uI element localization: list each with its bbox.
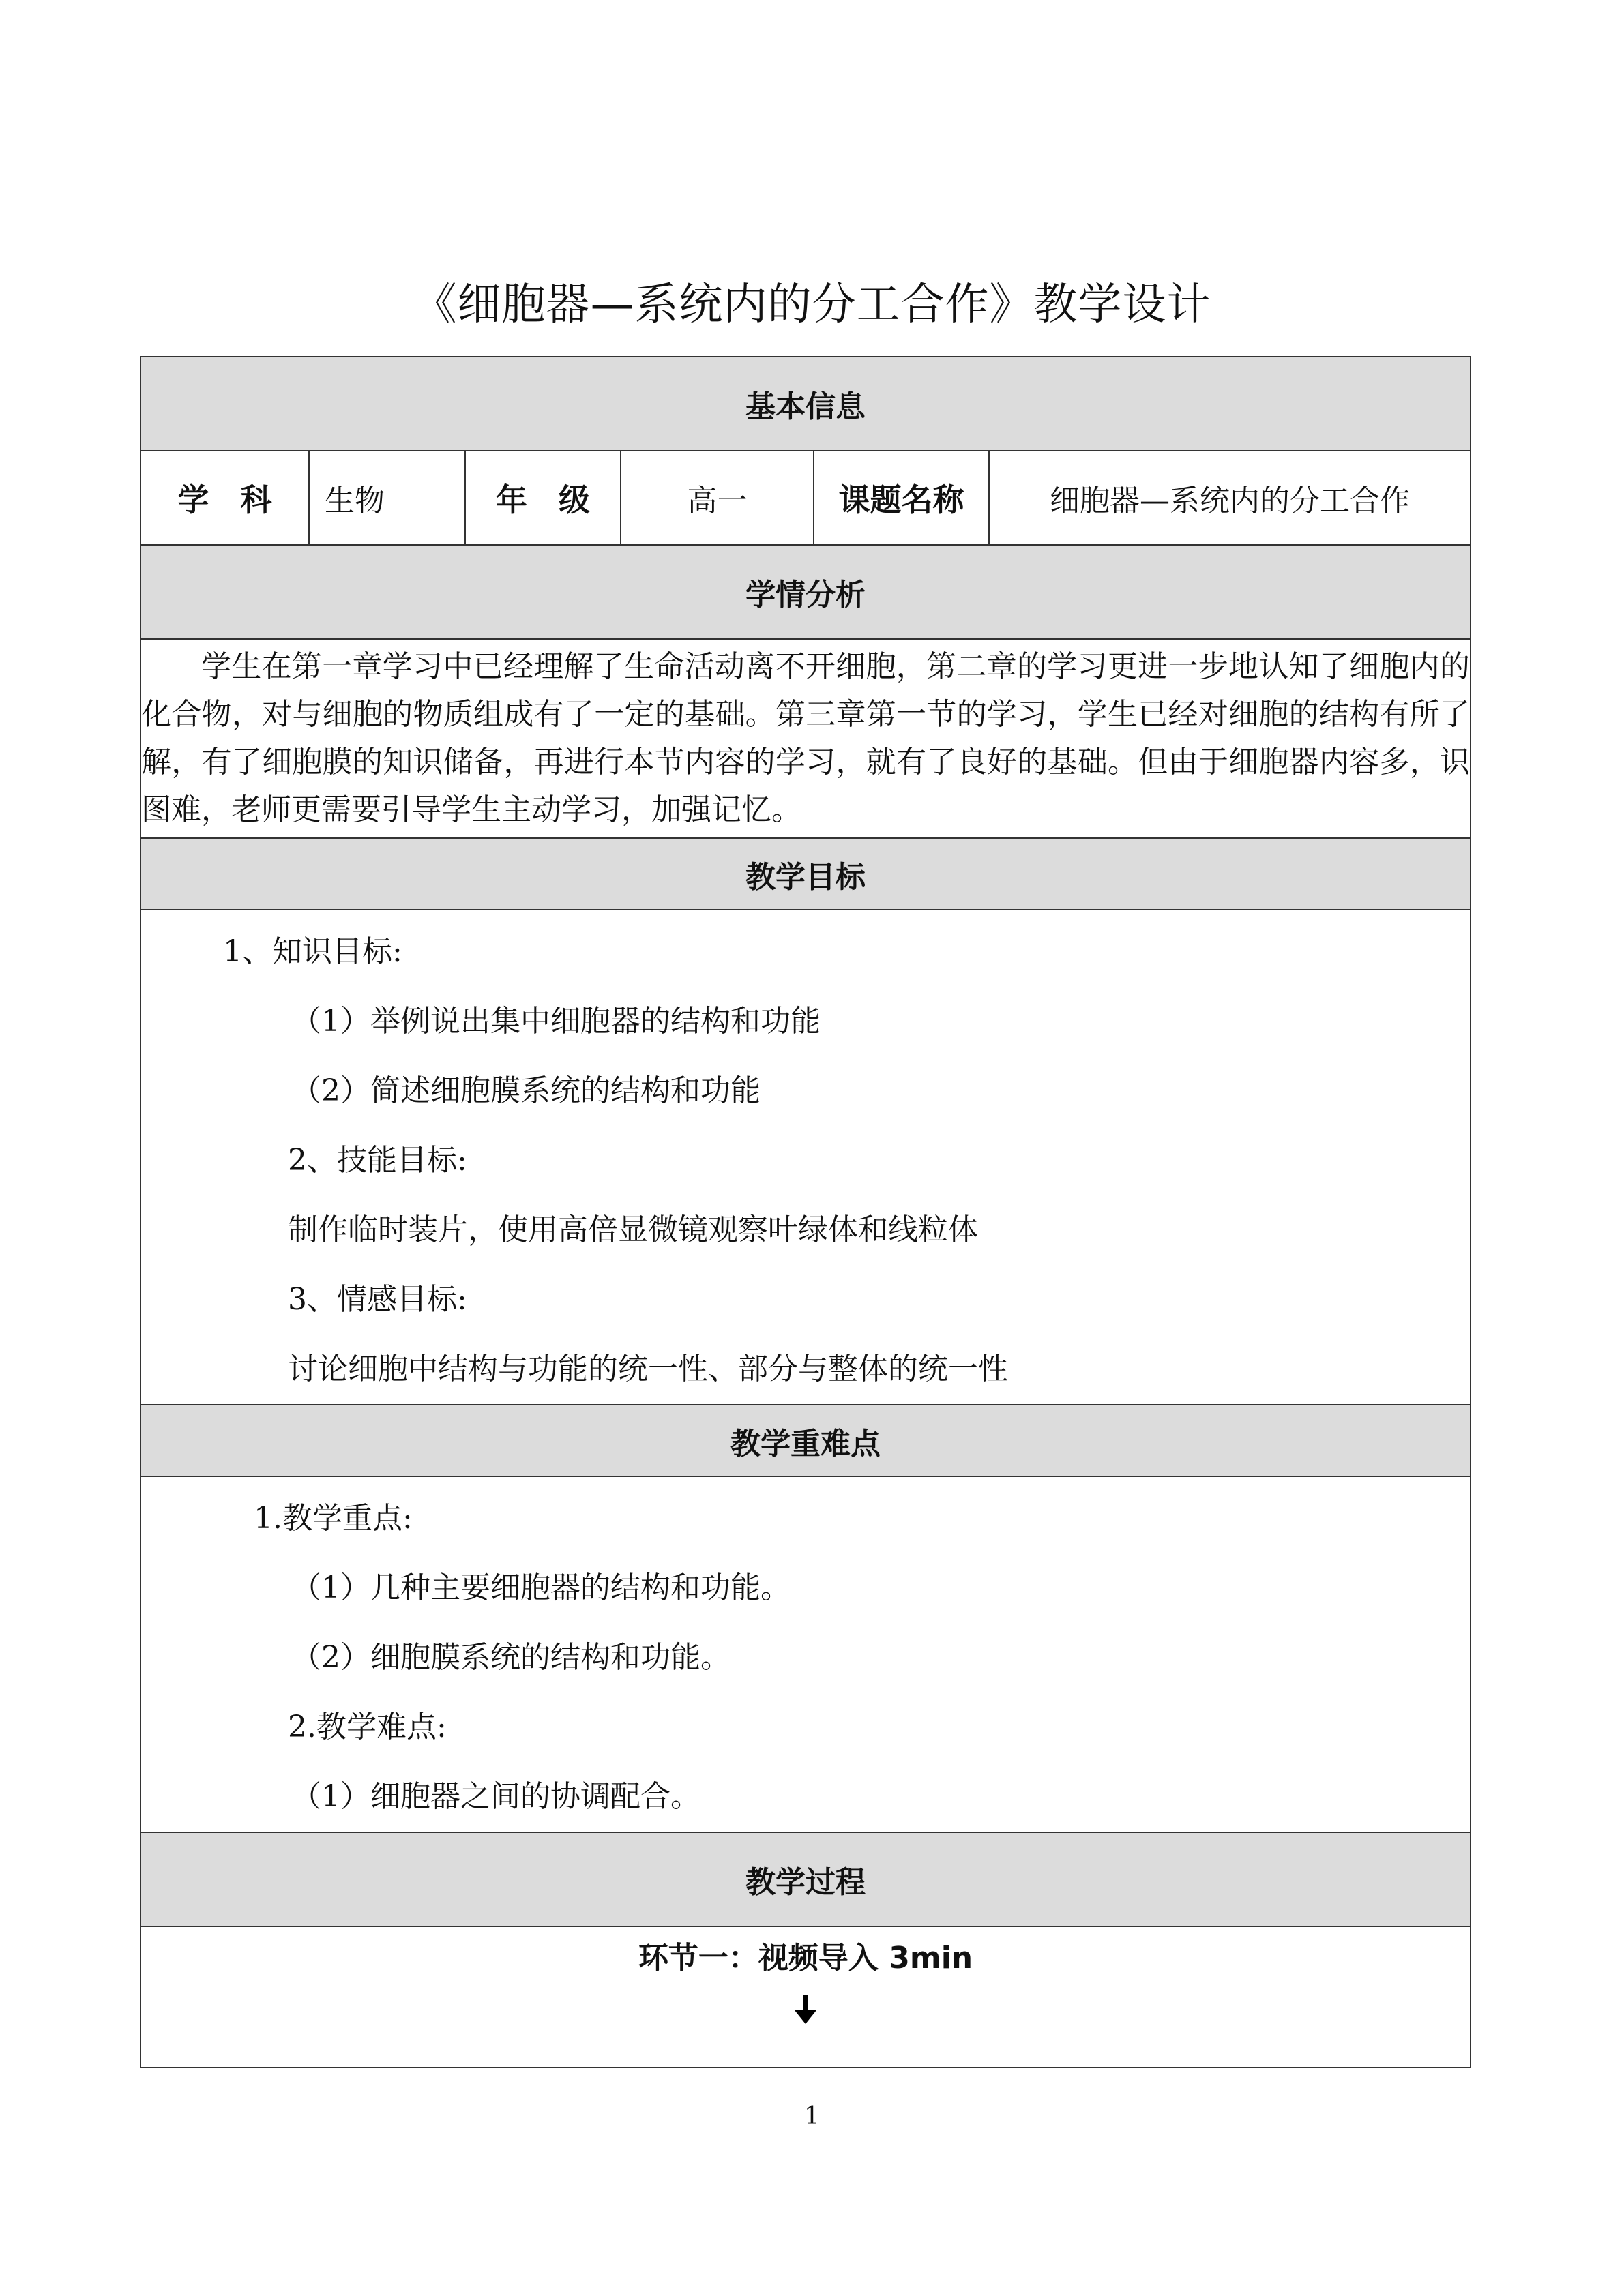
objective-line: （2）简述细胞膜系统的结构和功能 [291,1073,761,1108]
objective-line: 讨论细胞中结构与功能的统一性、部分与整体的统一性 [288,1352,1008,1386]
document-title: 《细胞器—系统内的分工合作》教学设计 [413,280,1211,330]
key-point-line: （2）细胞膜系统的结构和功能。 [291,1640,730,1675]
analysis-text: 学生在第一章学习中已经理解了生命活动离不开细胞，第二章的学习更进一步地认知了细胞内的化合物，对与细胞的物质组成有了一定的基础。第三章第一节的学习，学生已经对细胞的结构有所了解，有了细胞膜的知识储备，再进行本节内容的学习，就有了良好的基础。但由于细胞器内容多，识图难，老师更需要引导学生主动学习，加强记忆。 [141,639,1471,838]
topic-label: 课题名称 [814,451,989,545]
key-points-body [141,1476,1471,1832]
grade-value: 高一 [621,451,814,545]
objective-line: 2、技能目标: [288,1143,467,1178]
subject-value: 生物 [309,451,465,545]
down-arrow-icon [792,1994,819,2027]
objective-line: 3、情感目标: [288,1282,467,1317]
key-point-line: 2.教学难点: [288,1710,447,1744]
key-points-header: 教学重难点 [141,1405,1471,1476]
page-number: 1 [804,2102,820,2130]
objectives-header: 教学目标 [141,838,1471,910]
step-one-title: 环节一：视频导入 3min [638,1941,973,1976]
subject-label: 学 科 [141,451,309,545]
key-point-line: （1）细胞器之间的协调配合。 [291,1779,700,1814]
topic-value: 细胞器—系统内的分工合作 [989,451,1471,545]
grade-label: 年 级 [465,451,621,545]
objective-line: （1）举例说出集中细胞器的结构和功能 [291,1004,821,1039]
process-body [141,1926,1471,2068]
objective-line: 制作临时装片，使用高倍显微镜观察叶绿体和线粒体 [288,1212,978,1247]
analysis-header: 学情分析 [141,545,1471,639]
lesson-plan-table [140,356,1471,2068]
basic-info-row [141,451,1471,545]
process-header: 教学过程 [141,1832,1471,1926]
objective-line: 1、知识目标: [223,934,402,969]
objectives-body [141,910,1471,1405]
key-point-line: 1.教学重点: [254,1501,413,1536]
key-point-line: （1）几种主要细胞器的结构和功能。 [291,1570,791,1605]
basic-info-header: 基本信息 [141,357,1471,451]
